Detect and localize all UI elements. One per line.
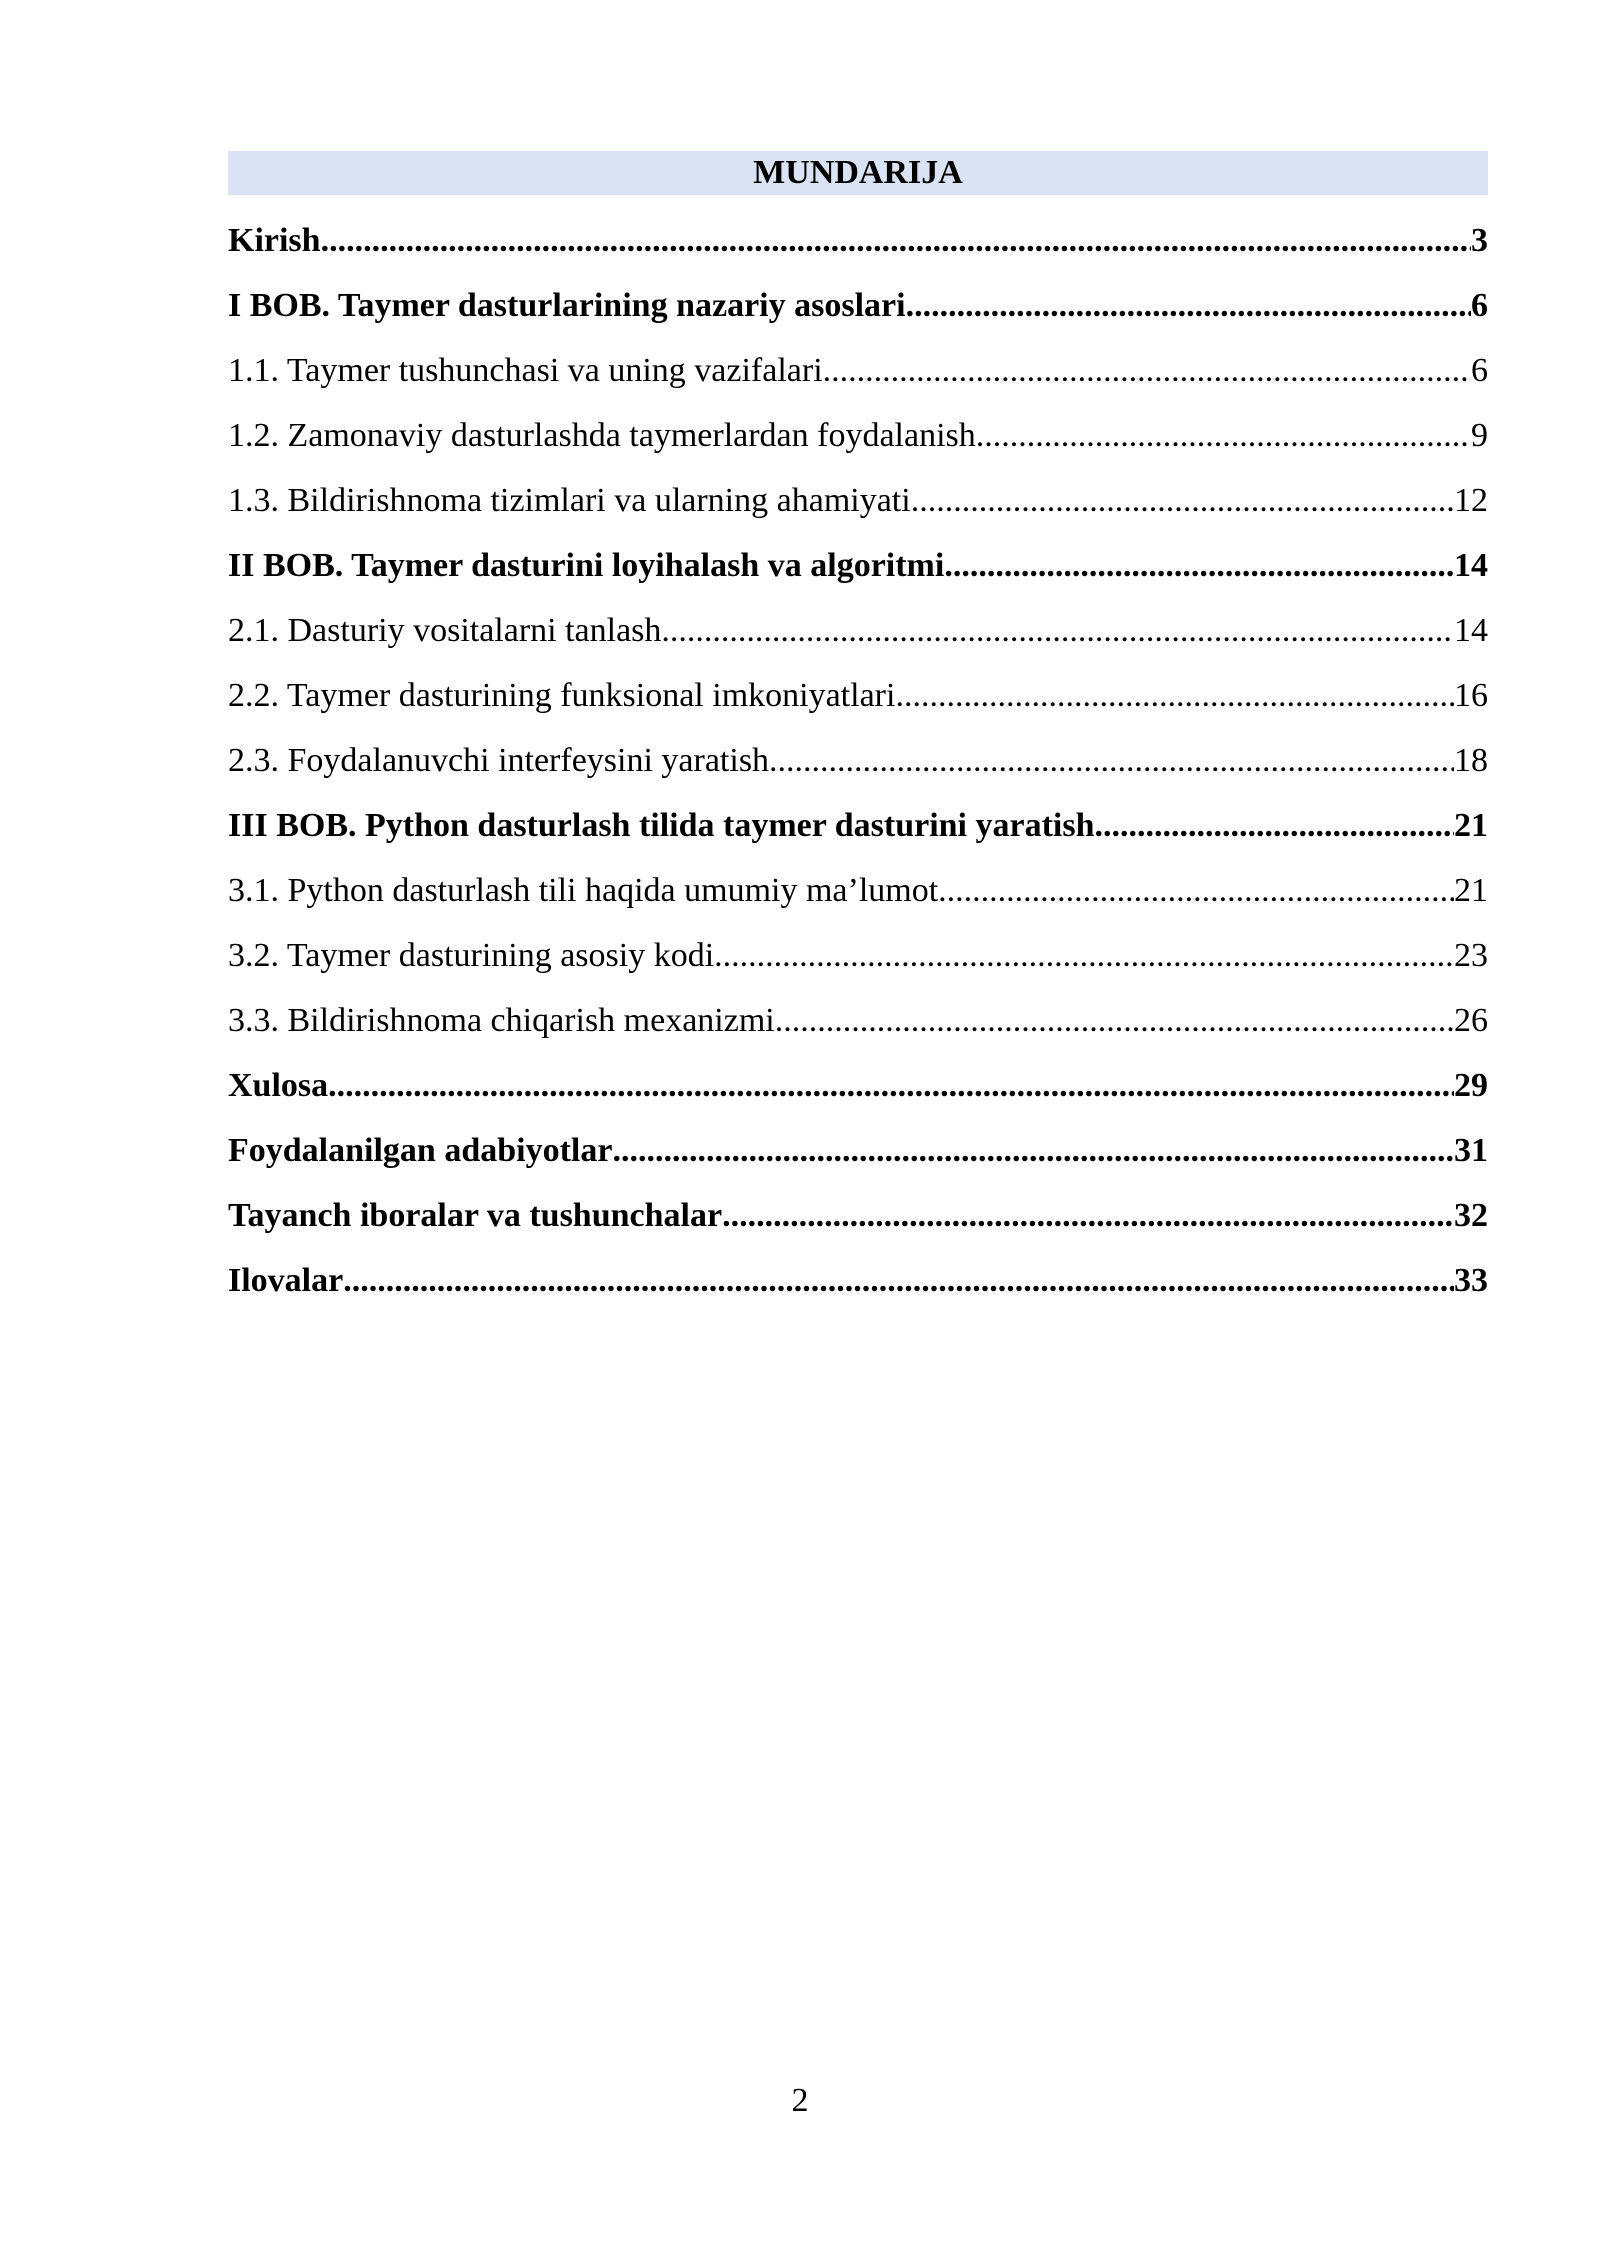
toc-entry-label: 2.1. Dasturiy vositalarni tanlash (228, 612, 662, 649)
toc-entry-page: 21 (1454, 807, 1488, 844)
toc-entry-page: 18 (1454, 742, 1488, 779)
toc-entry[interactable] (228, 728, 1488, 793)
toc-title: MUNDARIJA (228, 151, 1488, 195)
toc-entry[interactable] (228, 1118, 1488, 1183)
toc-entry-label: I BOB. Taymer dasturlarining nazariy asoslari (228, 287, 906, 324)
toc-entry-label: II BOB. Taymer dasturini loyihalash va algoritmi (228, 547, 945, 584)
dot-leader (714, 923, 1454, 988)
toc-entry-label: Xulosa (228, 1067, 329, 1104)
toc-entry-page: 32 (1454, 1197, 1488, 1234)
dot-leader (775, 988, 1454, 1053)
toc-entry-label: Foydalanilgan adabiyotlar (228, 1132, 613, 1169)
toc-entry[interactable] (228, 1053, 1488, 1118)
toc-entry[interactable] (228, 793, 1488, 858)
toc-entry-label: 3.2. Taymer dasturining asosiy kodi (228, 937, 715, 974)
toc-entry[interactable] (228, 663, 1488, 728)
dot-leader (321, 208, 1471, 273)
dot-leader (938, 858, 1454, 923)
toc-entry-label: 2.2. Taymer dasturining funksional imkoniyatlari (228, 677, 896, 714)
toc-entry-page: 14 (1454, 547, 1488, 584)
toc-entry-page: 29 (1454, 1067, 1488, 1104)
toc-entry-label: 1.2. Zamonaviy dasturlashda taymerlardan foydalanish (228, 417, 976, 454)
dot-leader (911, 468, 1454, 533)
toc-entry[interactable] (228, 273, 1488, 338)
toc-entry-page: 23 (1454, 937, 1488, 974)
dot-leader (661, 598, 1454, 663)
toc-entry-page: 21 (1454, 872, 1488, 909)
toc-entry-page: 26 (1454, 1002, 1488, 1039)
toc-entry[interactable] (228, 338, 1488, 403)
table-of-contents (228, 208, 1488, 1313)
dot-leader (722, 1183, 1454, 1248)
toc-entry-label: Tayanch iboralar va tushunchalar (228, 1197, 723, 1234)
toc-entry[interactable] (228, 988, 1488, 1053)
dot-leader (976, 403, 1471, 468)
toc-entry-label: Ilovalar (228, 1262, 344, 1299)
toc-entry[interactable] (228, 598, 1488, 663)
toc-entry[interactable] (228, 923, 1488, 988)
toc-entry-page: 31 (1454, 1132, 1488, 1169)
dot-leader (895, 663, 1454, 728)
toc-entry[interactable] (228, 858, 1488, 923)
dot-leader (823, 338, 1471, 403)
toc-entry-page: 16 (1454, 677, 1488, 714)
dot-leader (906, 273, 1471, 338)
dot-leader (328, 1053, 1454, 1118)
toc-entry-label: Kirish (228, 222, 321, 259)
toc-entry-label: 1.3. Bildirishnoma tizimlari va ularning ahamiyati (228, 482, 911, 519)
page-number: 2 (791, 2082, 809, 2119)
dot-leader (769, 728, 1454, 793)
toc-entry-page: 33 (1454, 1262, 1488, 1299)
toc-entry[interactable] (228, 468, 1488, 533)
toc-entry-label: 3.1. Python dasturlash tili haqida umumiy ma’lumot (228, 872, 939, 909)
toc-entry-page: 9 (1471, 417, 1488, 454)
toc-entry[interactable] (228, 1183, 1488, 1248)
toc-entry[interactable] (228, 533, 1488, 598)
toc-entry[interactable] (228, 1248, 1488, 1313)
toc-entry-page: 3 (1471, 222, 1488, 259)
toc-entry-page: 6 (1471, 352, 1488, 389)
toc-entry-label: 3.3. Bildirishnoma chiqarish mexanizmi (228, 1002, 775, 1039)
toc-entry-page: 14 (1454, 612, 1488, 649)
dot-leader (612, 1118, 1454, 1183)
dot-leader (1095, 793, 1454, 858)
toc-entry[interactable] (228, 208, 1488, 273)
toc-entry[interactable] (228, 403, 1488, 468)
toc-entry-page: 6 (1471, 287, 1488, 324)
toc-entry-label: 2.3. Foydalanuvchi interfeysini yaratish (228, 742, 770, 779)
dot-leader (343, 1248, 1454, 1313)
toc-entry-page: 12 (1454, 482, 1488, 519)
toc-entry-label: III BOB. Python dasturlash tilida taymer dasturini yaratish (228, 807, 1095, 844)
dot-leader (944, 533, 1454, 598)
toc-entry-label: 1.1. Taymer tushunchasi va uning vazifalari (228, 352, 823, 389)
